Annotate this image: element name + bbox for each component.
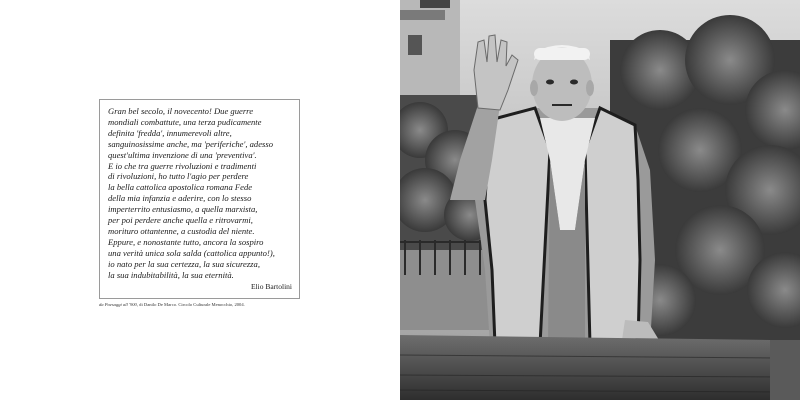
quote-line: una verità unica sola salda (cattolica appunto!), — [108, 247, 275, 258]
quote-box — [99, 99, 300, 299]
quote-line: mondiali combattute, una terza pudicamente — [108, 116, 262, 127]
quote-line: la sua indubitabilità, la sua eternità. — [108, 269, 234, 280]
quote-line: Gran bel secolo, il novecento! Due guerre — [108, 106, 254, 116]
quote-line: quest'ultima invenzione di una 'preventiva'. — [108, 149, 257, 160]
portrait-photo-icon — [400, 0, 800, 400]
quote-line: morituro ottantenne, a custodia del niente. — [108, 225, 255, 236]
portrait-photo — [400, 0, 800, 400]
quote-line: Eppure, e nonostante tutto, ancora la sospiro — [108, 236, 264, 247]
caption-source-details: di Danilo De Marco. Circolo Culturale Menocchio, 2004. — [139, 302, 245, 307]
source-caption — [99, 302, 319, 307]
quote-line: per poi perdere anche quella e ritrovarmi, — [108, 215, 253, 226]
quote-line: io nato per la sua certezza, la sua sicurezza, — [108, 258, 260, 269]
quote-author: Elio Bartolini — [250, 282, 292, 291]
quote-line: imperterrito entusiasmo, a quella marxista, — [108, 204, 258, 215]
quote-line: della mia infanzia e aderire, con lo stesso — [108, 193, 252, 204]
quote-line: definita 'fredda', innumerevoli altre, — [108, 127, 232, 138]
quote-line: di rivoluzioni, ho tutto l'agio per perdere — [108, 171, 249, 182]
quote-line: la bella cattolica apostolica romana Fede — [108, 182, 253, 193]
caption-source-title: da Paesaggi all '900, — [99, 302, 139, 307]
quote-line: E io che tra guerre rivoluzioni e tradimenti — [108, 160, 257, 171]
quote-line: sanguinosissime anche, ma 'periferiche', adesso — [108, 138, 274, 149]
